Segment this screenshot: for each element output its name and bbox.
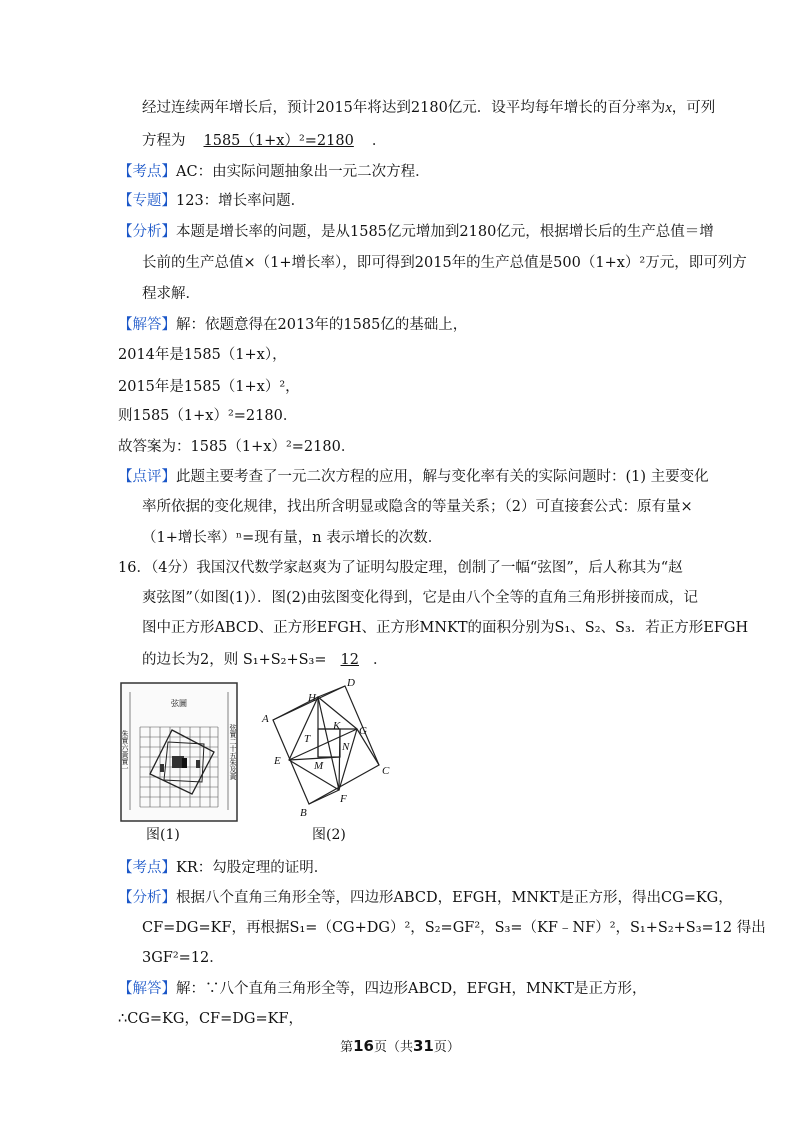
label-t: T (304, 733, 311, 745)
q16-jieda-line2: ∴CG=KG，CF=DG=KF， (118, 1011, 304, 1027)
jieda-line4: 则1585（1+x）²=2180． (118, 408, 298, 424)
jieda-line5: 故答案为：1585（1+x）²=2180． (118, 439, 356, 455)
label-b: B (300, 807, 307, 819)
label-h: H (308, 692, 316, 704)
kaodian-tag: 【考点】 (118, 164, 176, 180)
label-f: F (340, 793, 347, 805)
page-footer: 第16页（共31页） (340, 1037, 460, 1055)
q16-answer-blank: 12 (340, 652, 359, 668)
q16-fenxi-row: 【分析】根据八个直角三角形全等，四边形ABCD，EFGH，MNKT是正方形，得出CG=KG， (118, 890, 733, 906)
jieda-line2: 2014年是1585（1+x）， (118, 347, 287, 363)
jieda-row: 【解答】解：依题意得在2013年的1585亿的基础上， (118, 317, 468, 333)
fig1-top-text: 弦圖 (171, 699, 187, 708)
fenxi-tag: 【分析】 (118, 224, 176, 240)
label-g: G (359, 725, 367, 737)
dianping-line2: 率所依据的变化规律，找出所含明显或隐含的等量关系；（2）可直接套公式：原有量× (142, 499, 693, 515)
dianping-row: 【点评】此题主要考查了一元二次方程的应用，解与变化率有关的实际问题时：(1) 主要变化 (118, 469, 709, 485)
figure-1-xiantu (120, 682, 238, 822)
q16-fenxi-line2: CF=DG=KF，再根据S₁=（CG+DG）²，S₂=GF²，S₃=（KF﹣NF）²，S₁+S₂+S₃=12 得出 (142, 920, 766, 936)
fenxi-row: 【分析】本题是增长率的问题，是从1585亿元增加到2180亿元，根据增长后的生产总值＝增 (118, 224, 714, 240)
label-k: K (333, 720, 341, 732)
q16-line1: 16．（4分）我国汉代数学家赵爽为了证明勾股定理，创制了一幅“弦图”，后人称其为“赵 (118, 560, 683, 576)
kaodian-row: 【考点】AC：由实际问题抽象出一元二次方程． (118, 164, 430, 180)
page-total: 31 (413, 1037, 434, 1055)
q16-kaodian-tag: 【考点】 (118, 860, 176, 876)
fig2-caption: 图(2) (312, 827, 346, 843)
label-a: A (262, 713, 269, 725)
q16-fenxi-line3: 3GF²=12． (142, 950, 224, 966)
jieda-tag: 【解答】 (118, 317, 176, 333)
figure-2-diagram (256, 674, 406, 824)
q16-line3: 图中正方形ABCD、正方形EFGH、正方形MNKT的面积分别为S₁、S₂、S₃．若正方形EFGH (142, 620, 749, 636)
q16-line2: 爽弦图”（如图(1)）．图(2)由弦图变化得到，它是由八个全等的直角三角形拼接而成，记 (142, 590, 698, 606)
prev-line2: 方程为 1585（1+x）²=2180 ． (142, 133, 387, 149)
fenxi-line3: 程求解． (142, 286, 200, 302)
jieda-line3: 2015年是1585（1+x）²， (118, 379, 300, 395)
answer-blank: 1585（1+x）²=2180 (203, 133, 354, 149)
q16-fenxi-tag: 【分析】 (118, 890, 176, 906)
zhuanti-row: 【专题】123：增长率问题． (118, 193, 306, 209)
label-c: C (382, 765, 390, 777)
q16-kaodian-row: 【考点】KR：勾股定理的证明． (118, 860, 329, 876)
zhuanti-tag: 【专题】 (118, 193, 176, 209)
q16-jieda-row: 【解答】解：∵八个直角三角形全等，四边形ABCD，EFGH，MNKT是正方形， (118, 981, 647, 997)
q16-jieda-tag: 【解答】 (118, 981, 176, 997)
fenxi-line2: 长前的生产总值×（1+增长率），即可得到2015年的生产总值是500（1+x）²万元，即可列方 (142, 255, 747, 271)
q16-line4: 的边长为2，则 S₁+S₂+S₃= 12 ． (142, 652, 388, 668)
label-m: M (314, 760, 324, 772)
dianping-line3: （1+增长率）ⁿ=现有量，n 表示增长的次数． (142, 530, 443, 546)
fig1-right-text: 弦實二十五朱及黃 (229, 724, 237, 780)
label-n: N (342, 741, 350, 753)
label-d: D (347, 677, 355, 689)
dianping-tag: 【点评】 (118, 469, 176, 485)
page-number: 16 (353, 1037, 374, 1055)
fig1-caption: 图(1) (146, 827, 180, 843)
label-e: E (274, 755, 281, 767)
fig1-left-text: 朱實六黃實一 (121, 730, 129, 772)
prev-line1: 经过连续两年增长后，预计2015年将达到2180亿元．设平均每年增长的百分率为x，可列 (142, 100, 716, 116)
